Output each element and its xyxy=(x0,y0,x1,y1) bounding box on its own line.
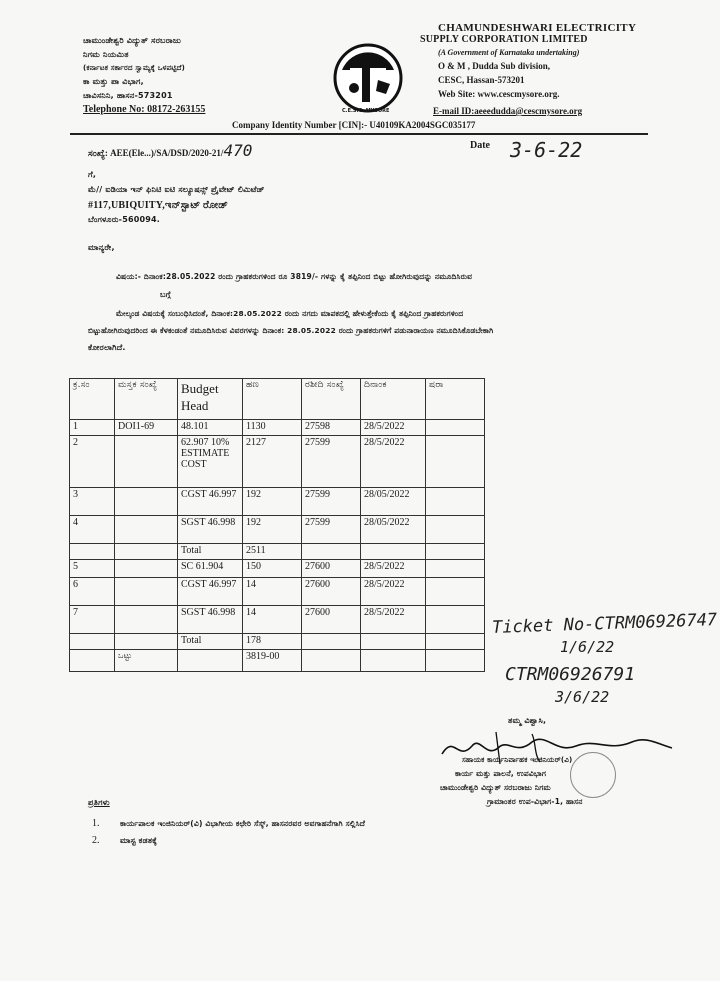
cell xyxy=(426,544,485,560)
address-kannada: ಚಾವಿಸನಿನಿ, ಹಾಸನ-573201 xyxy=(83,91,173,100)
header-budget-head: Budget Head xyxy=(178,379,243,420)
org-subname-kannada: ನಿಗಮ ನಿಯಮಿತ xyxy=(83,50,129,59)
ticket-date-note: 1/6/22 xyxy=(560,638,615,656)
cell xyxy=(361,650,426,672)
division-english: O & M , Dudda Sub division, xyxy=(438,61,551,71)
cell xyxy=(115,488,178,516)
body-line-1: ಮೇಲ್ಕಂಡ ವಿಷಯಕ್ಕೆ ಸಂಬಂಧಿಸಿದಂತೆ, ದಿನಾಂಕ:28.05.2022 ರಂದು ನಗದು ಮಾಪಕದಲ್ಲಿ ಹೇಳುತ್ತೇಕೆಂದು ಕೈ ತಪ್ಪಿನಿಂದ ಗ್ರಾಹಕರುಗಳಿಂದ xyxy=(116,309,464,318)
website: Web Site: www.cescmysore.org. xyxy=(438,89,560,99)
to-prefix: ಗೆ, xyxy=(88,170,97,179)
table-row xyxy=(70,560,485,578)
header-date: ದಿನಾಂಕ xyxy=(361,379,426,420)
cell: 48.101 xyxy=(178,420,243,436)
signatory-title-4: ಗ್ರಾಮಾಂತರ ಉಪ-ವಿಭಾಗ-1, ಹಾಸನ xyxy=(487,797,583,806)
cell: 3 xyxy=(70,488,115,516)
cell xyxy=(426,436,485,488)
yours-faithfully: ತಮ್ಮ ವಿಶ್ವಾಸಿ, xyxy=(508,716,547,725)
cell xyxy=(426,560,485,578)
signatory-title-1: ಸಹಾಯಕ ಕಾರ್ಯನಿರ್ವಾಹಕ ಇಂಜಿನಿಯರ್(ವಿ) xyxy=(462,756,573,764)
cell: 28/5/2022 xyxy=(361,436,426,488)
body-line-3: ಕೋರಲಾಗಿದೆ. xyxy=(88,343,126,352)
cell: 14 xyxy=(243,606,302,634)
signatory-title-2: ಕಾರ್ಯ ಮತ್ತು ಪಾಲನೆ, ಉಪವಿಭಾಗ xyxy=(455,769,547,778)
cell xyxy=(115,544,178,560)
cell: 28/5/2022 xyxy=(361,560,426,578)
copy-item-2: ಮಾಸ್ಟ ಕಡತಕ್ಕೆ xyxy=(120,836,158,845)
cell: 2 xyxy=(70,436,115,488)
cell: 178 xyxy=(243,634,302,650)
cell xyxy=(426,516,485,544)
table-row xyxy=(70,436,485,488)
cell xyxy=(70,650,115,672)
cell: 4 xyxy=(70,516,115,544)
cell: Total xyxy=(178,634,243,650)
payment-table xyxy=(69,378,485,672)
cell xyxy=(426,488,485,516)
header-receipt-number: ರಶೀದಿ ಸಂಖ್ಯೆ xyxy=(302,379,361,420)
cell: 27600 xyxy=(302,578,361,606)
cell: 28/05/2022 xyxy=(361,488,426,516)
ticket-number-note: Ticket No-CTRM06926747 xyxy=(491,610,718,638)
date-handwritten: 3-6-22 xyxy=(510,138,583,162)
cell: Total xyxy=(178,544,243,560)
ticket-date-note-2: 3/6/22 xyxy=(555,688,610,706)
email: E-mail ID:aeeedudda@cescmysore.org xyxy=(433,106,583,116)
table-subtotal-row xyxy=(70,544,485,560)
cell: 192 xyxy=(243,488,302,516)
cell: 7 xyxy=(70,606,115,634)
header-amount: ಹಣ xyxy=(243,379,302,420)
table-subtotal-row xyxy=(70,634,485,650)
cell xyxy=(115,516,178,544)
date-label: Date xyxy=(470,140,490,151)
cell: DOI1-69 xyxy=(115,420,178,436)
table-row xyxy=(70,488,485,516)
table-header-row xyxy=(70,379,485,420)
cell: 28/05/2022 xyxy=(361,516,426,544)
cell: 1 xyxy=(70,420,115,436)
cell: 27598 xyxy=(302,420,361,436)
salutation: ಮಾನ್ಯರೇ, xyxy=(88,243,115,252)
org-name-english: CHAMUNDESHWARI ELECTRICITY xyxy=(438,22,637,34)
cell xyxy=(361,634,426,650)
cell: CGST 46.997 xyxy=(178,578,243,606)
cell: 5 xyxy=(70,560,115,578)
cell: 28/5/2022 xyxy=(361,578,426,606)
reference-handwritten: 470 xyxy=(223,141,253,160)
cell: 14 xyxy=(243,578,302,606)
cin-number: Company Identity Number [CIN]:- U40109KA2004SGC035177 xyxy=(232,120,476,130)
cell: SC 61.904 xyxy=(178,560,243,578)
cell xyxy=(115,578,178,606)
cell: 192 xyxy=(243,516,302,544)
cell: 6 xyxy=(70,578,115,606)
cell xyxy=(302,650,361,672)
cell xyxy=(115,606,178,634)
cell xyxy=(426,578,485,606)
division-kannada: ಕಾ ಮತ್ತು ಪಾ ವಿಭಾಗ, xyxy=(83,77,144,86)
header-book-number: ಮಸ್ತಕ ಸಂಖ್ಯೆ xyxy=(115,379,178,420)
table-grand-total-row xyxy=(70,650,485,672)
cell: 27599 xyxy=(302,488,361,516)
cell: 27600 xyxy=(302,606,361,634)
subject-line-2: ಬಗ್ಗೆ xyxy=(160,290,171,299)
table-row xyxy=(70,578,485,606)
govt-undertaking: (A Government of Karnataka undertaking) xyxy=(438,48,580,57)
cell: 27599 xyxy=(302,516,361,544)
header-serial: ಕ್ರ.ಸಂ xyxy=(70,379,115,420)
logo-ring-text: C.E.S.C. MYSORE xyxy=(342,108,390,114)
cell xyxy=(178,650,243,672)
cell xyxy=(302,544,361,560)
cell: ಒಟ್ಟು xyxy=(115,650,178,672)
cell: SGST 46.998 xyxy=(178,606,243,634)
cell xyxy=(115,634,178,650)
cell: SGST 46.998 xyxy=(178,516,243,544)
cell xyxy=(115,436,178,488)
cell: 62.907 10% ESTIMATE COST xyxy=(178,436,243,488)
cell: 27600 xyxy=(302,560,361,578)
header-remarks: ಷರಾ xyxy=(426,379,485,420)
cesc-logo-icon xyxy=(328,40,410,118)
address-english: CESC, Hassan-573201 xyxy=(438,75,525,85)
cell: 1130 xyxy=(243,420,302,436)
copies-label: ಪ್ರತಿಗಳು xyxy=(88,798,110,807)
cell: 28/5/2022 xyxy=(361,420,426,436)
cell xyxy=(426,634,485,650)
table-row xyxy=(70,606,485,634)
cell xyxy=(302,634,361,650)
cell xyxy=(426,650,485,672)
copy-item-1: ಕಾರ್ಯಪಾಲಕ ಇಂಜಿನಿಯರ್(ವಿ) ವಿಭಾಗೀಯ ಕಛೇರಿ ಸೆಸ್ಕ್, ಹಾಸನರವರ ಅವಗಾಹನೆಗಾಗಿ ಸಲ್ಲಿಸಿದೆ xyxy=(120,819,366,828)
cell xyxy=(361,544,426,560)
cell xyxy=(426,606,485,634)
cell: 2127 xyxy=(243,436,302,488)
cell xyxy=(426,420,485,436)
govt-undertaking-kannada: (ಕರ್ನಾಟಕ ಸರ್ಕಾರದ ಸ್ವಾಮ್ಯಕ್ಕೆ ಒಳಪಟ್ಟಿದೆ) xyxy=(83,64,185,72)
addressee-name: ಮೆ// ಐಡಿಯಾ ಇನ್ ಫಿನಿಟಿ ಐಟಿ ಸಲ್ಯೂಷನ್ಸ್ ಪ್ರೈವೇಟ್ ಲಿಮಿಟೆಡ್ xyxy=(88,185,265,194)
signatory-title-3: ಚಾಮುಂಡೇಶ್ವರಿ ವಿದ್ಯುತ್ ಸರಬರಾಜು ನಿಗಮ xyxy=(440,783,551,792)
cell: 28/5/2022 xyxy=(361,606,426,634)
cesc-logo xyxy=(328,40,410,118)
org-name-kannada: ಚಾಮುಂಡೇಶ್ವರಿ ವಿದ್ಯುತ್ ಸರಬರಾಜು xyxy=(83,36,181,45)
ticket-number-note-2: CTRM06926791 xyxy=(505,664,636,685)
office-seal xyxy=(570,752,616,798)
telephone: Telephone No: 08172-263155 xyxy=(83,104,206,115)
addressee-city: ಬೆಂಗಳೂರು-560094. xyxy=(88,215,161,224)
copy-item-2-number: 2. xyxy=(92,835,100,846)
cell: CGST 46.997 xyxy=(178,488,243,516)
cell: 150 xyxy=(243,560,302,578)
header-divider xyxy=(70,133,648,135)
addressee-street: #117,UBIQUITY,ಇನ್‌ಸ್ಟಾಟ್ ರೋಡ್ xyxy=(88,200,229,211)
table-row xyxy=(70,516,485,544)
copy-item-1-number: 1. xyxy=(92,818,100,829)
body-line-2: ಬಿಟ್ಟುಹೋಗಿರುವುದರಿಂದ ಈ ಕೆಳಕಂಡಂತೆ ನಮೂದಿಸಿರುವ ವಿವರಗಳನ್ನು ದಿನಾಂಕ: 28.05.2022 ರಂದು ಗ್ರಾಹಕರುಗಳಿಗೆ ಪಡುನಾರಾಯಣ ನಮೂದಿಸಿಕೊಡಬೇಕಾಗಿ xyxy=(88,326,494,335)
reference-number: ಸಂಖ್ಯೆ: AEE(Ele...)/SA/DSD/2020-21/470 xyxy=(88,141,253,160)
cell: 3819-00 xyxy=(243,650,302,672)
cell xyxy=(70,544,115,560)
cell xyxy=(70,634,115,650)
cell: 2511 xyxy=(243,544,302,560)
cell: 27599 xyxy=(302,436,361,488)
table-row xyxy=(70,420,485,436)
cell xyxy=(115,560,178,578)
subject-line: ವಿಷಯ:- ದಿನಾಂಕ:28.05.2022 ರಂದು ಗ್ರಾಹಕರುಗಳಿಂದ ರೂ 3819/- ಗಳನ್ನು ಕೈ ತಪ್ಪಿನಿಂದ ಬಿಟ್ಟು ಹೋಗಿರುವುದನ್ನು ನಮೂದಿಸಿರುವ xyxy=(116,272,473,281)
org-name-english-2: SUPPLY CORPORATION LIMITED xyxy=(420,34,588,45)
